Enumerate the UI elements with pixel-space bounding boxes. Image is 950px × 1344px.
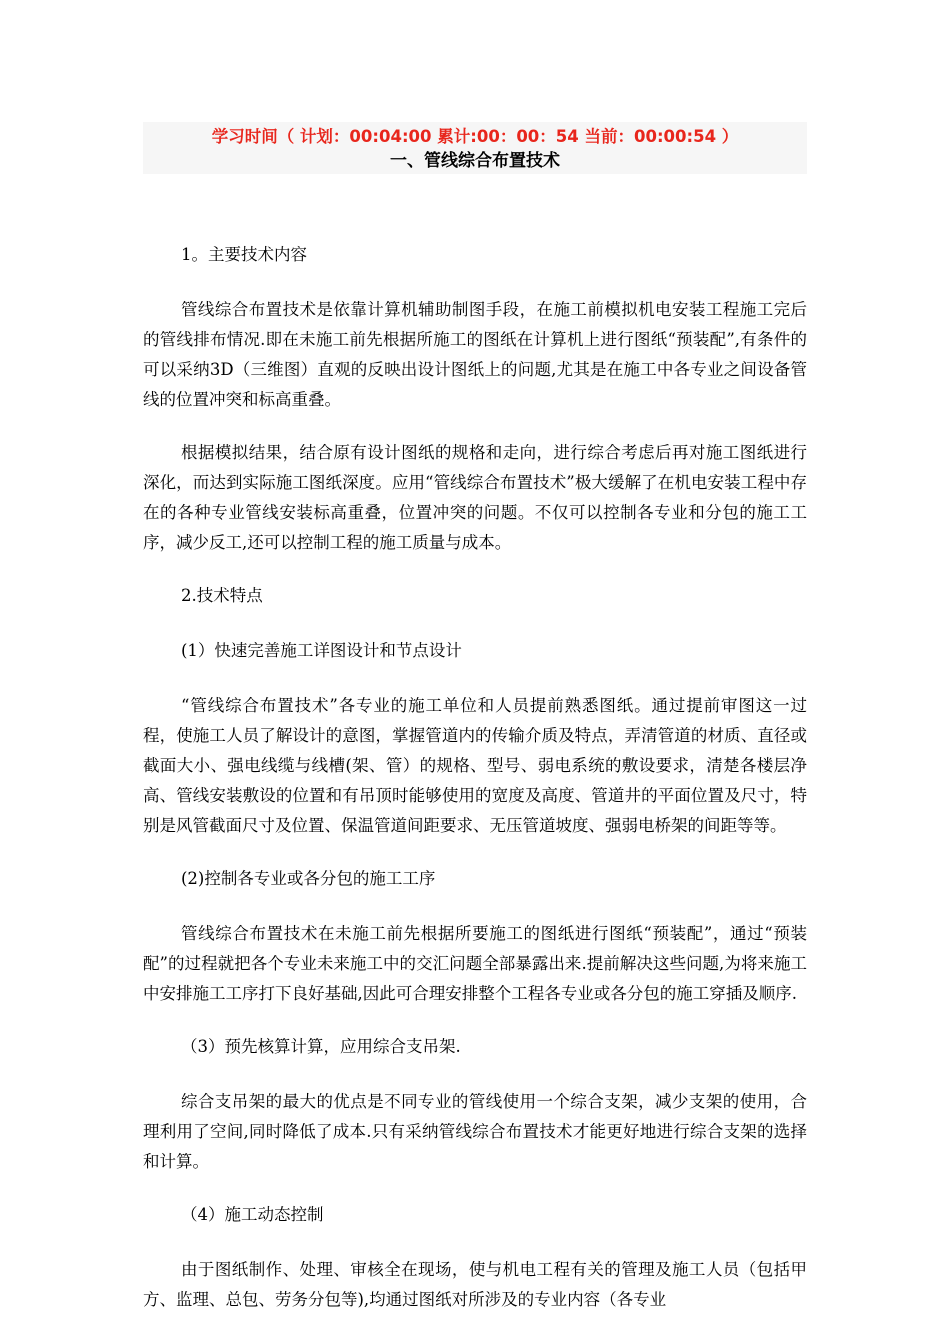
subheading-feature-4: （4）施工动态控制 — [181, 1205, 324, 1224]
study-time-header — [143, 122, 807, 174]
paragraph: 管线综合布置技术是依靠计算机辅助制图手段，在施工前模拟机电安装工程施工完后的管线排布情况.即在未施工前先根据所施工的图纸在计算机上进行图纸“预装配”,有条件的可以采纳3D（三维图）直观的反映出设计图纸上的问题,尤其是在施工中各专业之间设备管线的位置冲突和标高重叠。 — [143, 300, 807, 409]
paragraph: 管线综合布置技术在未施工前先根据所要施工的图纸进行图纸“预装配”，通过“预装配”的过程就把各个专业未来施工中的交汇问题全部暴露出来.提前解决这些问题,为将来施工中安排施工工序打下良好基础,因此可合理安排整个工程各专业或各分包的施工穿插及顺序. — [143, 924, 807, 1003]
paragraph: 由于图纸制作、处理、审核全在现场，使与机电工程有关的管理及施工人员（包括甲方、监理、总包、劳务分包等),均通过图纸对所涉及的专业内容（各专业 — [143, 1260, 807, 1309]
subheading-feature-2: (2)控制各专业或各分包的施工工序 — [181, 869, 436, 888]
document-body — [143, 240, 807, 1315]
section-title: 一、管线综合布置技术 — [390, 151, 560, 171]
paragraph: 综合支吊架的最大的优点是不同专业的管线使用一个综合支架，减少支架的使用，合理利用了空间,同时降低了成本.只有采纳管线综合布置技术才能更好地进行综合支架的选择和计算。 — [143, 1092, 807, 1171]
paragraph: “管线综合布置技术”各专业的施工单位和人员提前熟悉图纸。通过提前审图这一过程，使施工人员了解设计的意图，掌握管道内的传输介质及特点，弄清管道的材质、直径或截面大小、强电线缆与线槽(架、管）的规格、型号、弱电系统的敷设要求，清楚各楼层净高、管线安装敷设的位置和有吊顶时能够使用的宽度及高度、管道井的平面位置及尺寸，特别是风管截面尺寸及位置、保温管道间距要求、无压管道坡度、强弱电桥架的间距等等。 — [143, 696, 807, 835]
subheading-main-content: 1。主要技术内容 — [181, 245, 307, 264]
subheading-feature-3: （3）预先核算计算，应用综合支吊架. — [181, 1037, 461, 1056]
subheading-features: 2.技术特点 — [181, 586, 263, 605]
subheading-feature-1: (1）快速完善施工详图设计和节点设计 — [181, 641, 462, 660]
paragraph: 根据模拟结果，结合原有设计图纸的规格和走向，进行综合考虑后再对施工图纸进行深化，而达到实际施工图纸深度。应用“管线综合布置技术”极大缓解了在机电安装工程中存在的各种专业管线安装标高重叠，位置冲突的问题。不仅可以控制各专业和分包的施工工序，减少反工,还可以控制工程的施工质量与成本。 — [143, 443, 807, 552]
study-time-text: 学习时间（ 计划：00:04:00 累计:00：00：54 当前：00:00:54 ） — [211, 127, 739, 146]
